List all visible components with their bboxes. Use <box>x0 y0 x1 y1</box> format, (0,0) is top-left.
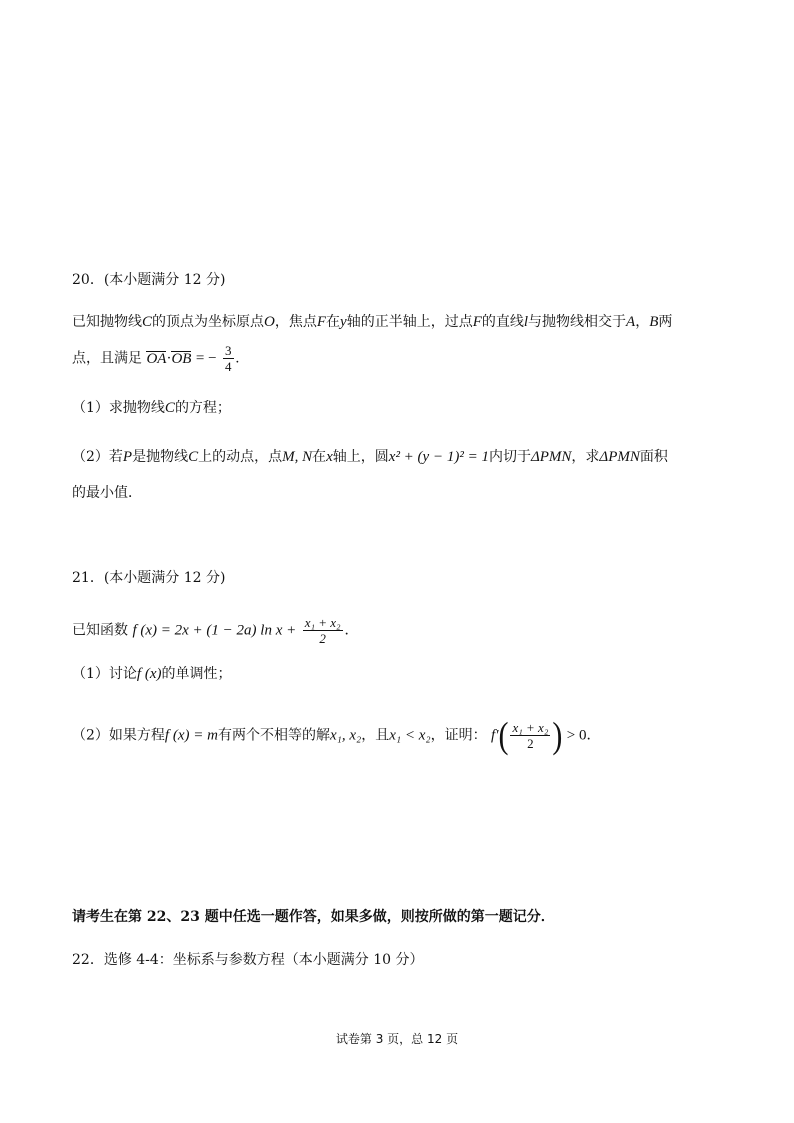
vector-OA: OA <box>146 350 167 367</box>
text: 点，且满足 <box>72 350 142 367</box>
page-footer: 试卷第 3 页，总 12 页 <box>335 1032 459 1046</box>
equation-fx-m: f (x) = m <box>164 727 218 744</box>
q22-header: 22．选修 4-4：坐标系与参数方程（本小题满分 10 分） <box>72 952 424 968</box>
math-y: y <box>340 314 347 330</box>
text: （1）求抛物线 <box>72 400 165 416</box>
q21-stem <box>72 615 359 646</box>
math-C: C <box>142 314 153 330</box>
instruction-text: 请考生在第 22、23 题中任选一题作答，如果多做，则按所做的第一题记分． <box>72 909 555 925</box>
q20-sub1 <box>72 398 231 418</box>
text: 上的动点，点 <box>198 449 283 465</box>
text: 两 <box>658 314 673 330</box>
text: ． <box>344 622 359 639</box>
math-f-prime: f′ <box>491 727 499 744</box>
text: 的直线 <box>481 314 524 330</box>
fraction-a-over-x <box>303 615 343 646</box>
math-B: B <box>649 314 659 330</box>
math-C: C <box>164 400 175 416</box>
text: ，证明： <box>430 727 487 744</box>
circle-equation: x² + (y − 1)² = 1 <box>388 449 489 465</box>
q21-sub1 <box>72 664 232 684</box>
greater-than-zero: > 0 <box>566 727 587 744</box>
math-A: A <box>626 314 636 330</box>
fraction-x1-plus-x2-over-2 <box>510 720 550 751</box>
text: 的方程； <box>174 400 231 416</box>
math-F: F <box>316 314 327 330</box>
text: 有两个不相等的解 <box>217 727 330 744</box>
numerator: 3 <box>225 343 232 358</box>
text: 的顶点为坐标原点 <box>152 314 265 330</box>
math-O: O <box>264 314 275 330</box>
denominator: 2 <box>527 736 534 751</box>
math-x1-x2: x₁, x₂ <box>329 727 362 744</box>
denominator: 2 <box>319 631 326 646</box>
right-paren: ) <box>552 714 563 756</box>
math-triangle-PMN: ΔPMN <box>530 449 572 465</box>
text: ，且 <box>361 727 390 744</box>
math-P: P <box>122 449 133 465</box>
q21-header: 21．(本小题满分 12 分) <box>72 570 226 586</box>
text: 轴的正半轴上，过点 <box>346 314 473 330</box>
math-MN: M, N <box>282 449 313 465</box>
q20-sub2-line2: 的最小值． <box>72 485 142 501</box>
text: 是抛物线 <box>132 449 189 465</box>
text: （2）如果方程 <box>72 727 165 744</box>
left-paren: ( <box>498 714 509 756</box>
text: ． <box>586 727 601 744</box>
q20-stem-line2 <box>72 343 239 374</box>
q20-stem-line1 <box>72 312 672 332</box>
dot: · <box>166 350 172 367</box>
math-F: F <box>472 314 482 330</box>
text: 面积 <box>639 449 668 465</box>
denominator: 4 <box>225 359 232 374</box>
text: （1）讨论 <box>72 666 137 682</box>
numerator: x₁ + x₂ <box>304 615 341 630</box>
text: 在 <box>312 449 327 465</box>
text: （2）若 <box>72 449 123 465</box>
text: ，求 <box>571 449 600 465</box>
vector-OB: OB <box>171 350 192 367</box>
text: 轴上，圆 <box>332 449 389 465</box>
text: 内切于 <box>488 449 531 465</box>
text: 已知函数 <box>72 622 128 639</box>
math-x: x <box>326 449 333 465</box>
text: 与抛物线相交于 <box>528 314 627 330</box>
text: 在 <box>326 314 341 330</box>
text: ， <box>635 314 650 330</box>
text: 的单调性； <box>161 666 232 682</box>
math-l: l <box>523 314 529 330</box>
equals-minus: = − <box>195 350 217 367</box>
period: . <box>235 350 240 367</box>
math-fx: f (x) <box>136 666 162 682</box>
function-definition: f (x) = 2x + (1 − 2a) ln x + <box>132 622 297 639</box>
numerator: x₁ + x₂ <box>512 720 549 735</box>
fraction-3-4 <box>223 343 234 374</box>
q20-header: 20．(本小题满分 12 分) <box>72 272 226 288</box>
math-x1-lt-x2: x₁ < x₂ <box>389 727 431 744</box>
math-triangle-PMN: ΔPMN <box>599 449 640 465</box>
math-C: C <box>188 449 199 465</box>
q20-sub2-line1 <box>72 447 668 467</box>
text: ，焦点 <box>274 314 317 330</box>
text: 已知抛物线 <box>72 314 142 330</box>
q21-sub2 <box>72 714 601 756</box>
